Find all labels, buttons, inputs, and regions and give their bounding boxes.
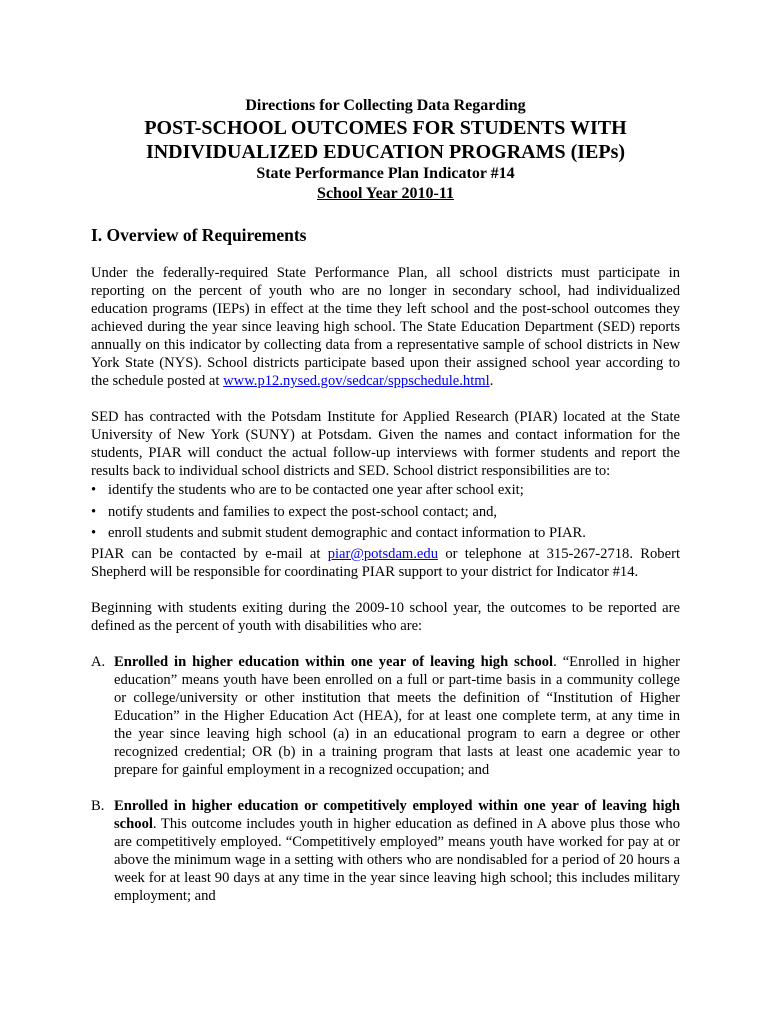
header-school-year: School Year 2010-11: [317, 185, 454, 202]
overview-paragraph-end: .: [489, 373, 494, 389]
outcomes-intro-paragraph: Beginning with students exiting during the 2009-10 school year, the outcomes to be reported are defined as the percent of youth with disabilities who are:: [91, 599, 680, 634]
header-indicator: State Performance Plan Indicator #14: [256, 165, 515, 182]
item-marker: A.: [91, 653, 106, 670]
overview-paragraph: [91, 264, 680, 390]
outcome-item-a: [91, 653, 680, 779]
overview-paragraph-text: Under the federally-required State Performance Plan, all school districts must participate in reporting on the percent of youth who are no longer in secondary school, had individualized education programs (IEPs) in effect at the time they left school and the post-school outcomes they achieved during the year since leaving high school. The State Education Department (SED) reports annually on this indicator by collecting data from a representative sample of school districts in New York State (NYS). School districts participate based upon their assigned school year according to the schedule posted at: [91, 265, 680, 389]
section-heading: I. Overview of Requirements: [91, 225, 307, 245]
header-title-line1: POST-SCHOOL OUTCOMES FOR STUDENTS WITH: [144, 117, 627, 139]
list-item: • enroll students and submit student demographic and contact information to PIAR.: [91, 523, 680, 545]
schedule-link[interactable]: www.p12.nysed.gov/sedcar/sppschedule.html: [223, 373, 490, 389]
item-a-text: . “Enrolled in higher education” means youth have been enrolled on a full or part-time basis in a community college or college/university or other institution that meets the definition of “Institution of Higher Education” in the Higher Education Act (HEA), for at least one complete term, at any time in the year since leaving high school (a) in an educational program to earn a degree or other recognized credential; OR (b) in a training program that lasts at least one academic year to prepare for gainful employment in a recognized occupation; and: [114, 653, 680, 778]
piar-paragraph: SED has contracted with the Potsdam Institute for Applied Research (PIAR) located at the State University of New York (SUNY) at Potsdam. Given the names and contact information for the students, PIAR will conduct the actual follow-up interviews with former students and report the results back to individual school districts and SED. School district responsibilities are to:: [91, 409, 680, 479]
item-b-bold: Enrolled in higher education or competitively employed within one year of leaving high school: [114, 797, 680, 832]
document-header: [91, 96, 680, 204]
contact-text-pre: PIAR can be contacted by e-mail at: [91, 545, 328, 562]
item-a-bold: Enrolled in higher education within one year of leaving high school: [114, 653, 554, 670]
contact-text-post: or telephone at 315-267-2718. Robert Shepherd will be responsible for coordinating PIAR support to your district for Indicator #14.: [91, 545, 681, 580]
contact-paragraph: [91, 545, 680, 581]
item-b-text: . This outcome includes youth in higher education as defined in A above plus those who are competitively employed. “Competitively employed” means youth have worked for pay at or above the minimum wage in a setting with others who are nondisabled for a period of 20 hours a week for at least 90 days at any time in the year since leaving high school; this includes military employment; and: [114, 815, 680, 904]
list-item: • identify the students who are to be contacted one year after school exit;: [91, 480, 680, 502]
header-title-line2: INDIVIDUALIZED EDUCATION PROGRAMS (IEPs): [145, 141, 626, 163]
outcome-item-b: [91, 797, 680, 905]
header-subtitle: Directions for Collecting Data Regarding: [245, 97, 526, 114]
list-item: • notify students and families to expect the post-school contact; and,: [91, 502, 680, 524]
piar-email-link[interactable]: piar@potsdam.edu: [327, 545, 439, 562]
item-marker: B.: [91, 797, 105, 814]
responsibilities-list: [91, 480, 680, 545]
